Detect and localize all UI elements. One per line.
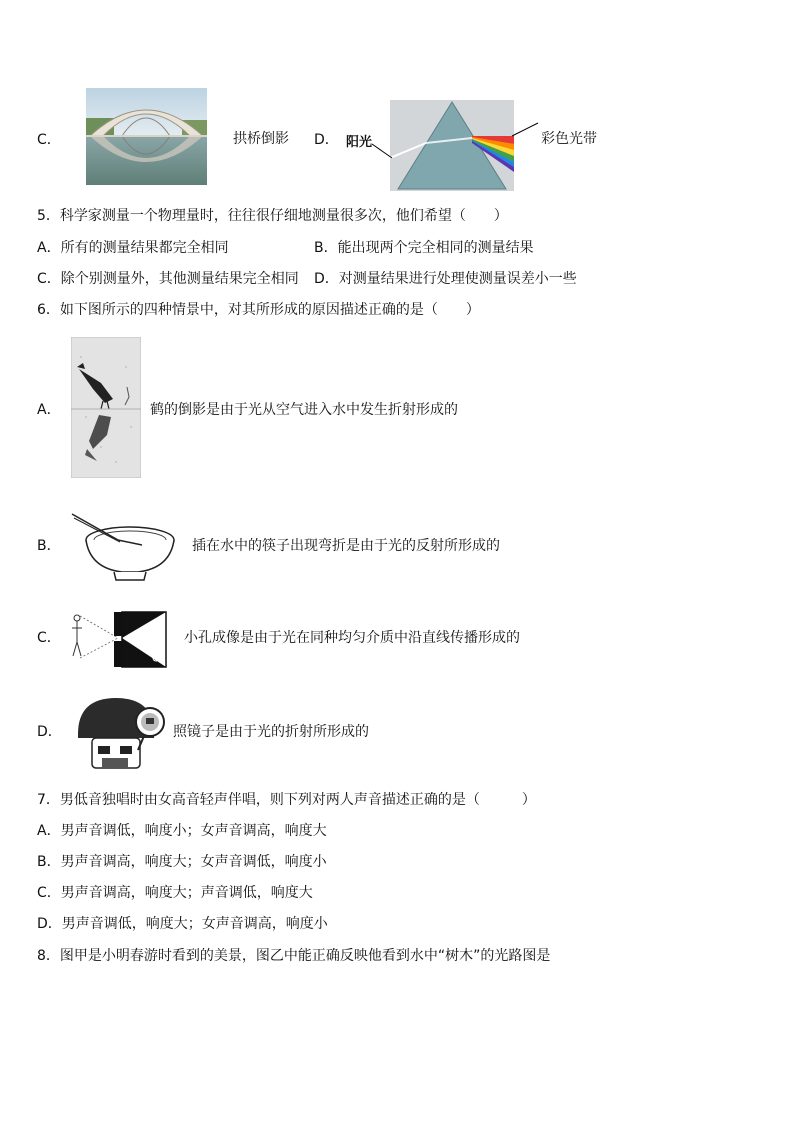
pinhole-imaging-image [68,608,170,671]
q4-option-d-letter: D． [314,132,339,148]
q6-option-a-text: 鹤的倒影是由于光从空气进入水中发生折射形成的 [150,402,458,418]
q6-option-c-letter: C． [37,630,61,646]
color-band-label: 彩色光带 [541,131,597,147]
q5-stem: 5．科学家测量一个物理量时，往往很仔细地测量很多次，他们希望（ ） [37,208,508,224]
q7-option-c: C．男声音调高，响度大；声音调低，响度大 [37,885,313,901]
q6-option-b-text: 插在水中的筷子出现弯折是由于光的反射所形成的 [192,538,500,554]
q6-option-d-letter: D． [37,724,62,740]
q5-option-c: C．除个别测量外，其他测量结果完全相同 [37,271,299,287]
q6-option-b-letter: B． [37,538,61,554]
q5-option-a: A．所有的测量结果都完全相同 [37,240,229,256]
q7-stem: 7．男低音独唱时由女高音轻声伴唱，则下列对两人声音描述正确的是（ ） [37,792,536,808]
q7-option-b: B．男声音调高，响度大；女声音调低，响度小 [37,854,327,870]
q4-option-c-text: 拱桥倒影 [233,131,289,147]
q7-option-a: A．男声音调低，响度小；女声音调高，响度大 [37,823,327,839]
q4-option-c-letter: C． [37,132,61,148]
q6-option-a-letter: A． [37,402,61,418]
q8-stem: 8．图甲是小明春游时看到的美景，图乙中能正确反映他看到水中“树木”的光路图是 [37,948,551,964]
q6-option-d-text: 照镜子是由于光的折射所形成的 [173,724,369,740]
mirror-person-image [72,694,168,772]
q6-option-c-text: 小孔成像是由于光在同种均匀介质中沿直线传播形成的 [184,630,520,646]
sunlight-label: 阳光 [346,135,373,150]
q5-option-b: B．能出现两个完全相同的测量结果 [314,240,534,256]
q7-option-d: D．男声音调低，响度大；女声音调高，响度小 [37,916,328,932]
chopsticks-bowl-image [70,510,176,584]
crane-reflection-image [71,337,141,478]
label-pointer-lines [370,120,550,170]
q6-stem: 6．如下图所示的四种情景中，对其所形成的原因描述正确的是（ ） [37,302,480,318]
q5-option-d: D．对测量结果进行处理使测量误差小一些 [314,271,577,287]
arch-bridge-image [86,88,207,185]
